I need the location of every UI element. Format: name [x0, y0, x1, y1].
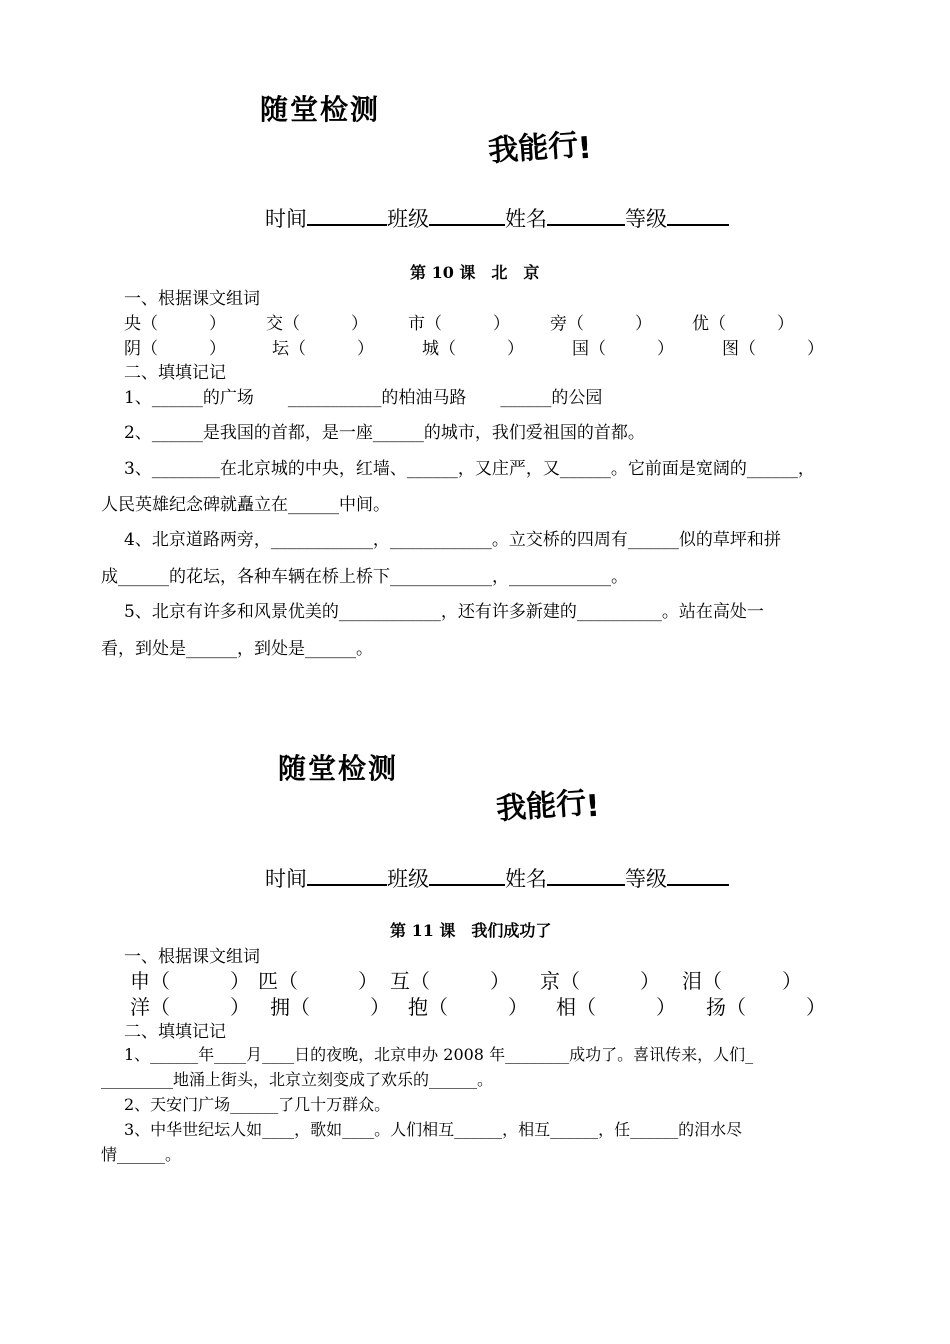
fill-line: 3、________在北京城的中央，红墙、______，又庄严，又______。它前面是宽阔的______， [124, 459, 815, 479]
exclamation-mark: ! [577, 130, 594, 167]
part1-heading: 一、根据课文组词 [124, 947, 260, 967]
word-item: 互（ ） [390, 969, 510, 993]
brand-title: 随堂检测 [278, 752, 399, 785]
word-item: 洋（ ） [130, 995, 250, 1019]
lesson-title: 第 11 课 我们成功了 [390, 921, 552, 940]
word-item: 优（ ） [692, 314, 794, 334]
word-item: 交（ ） [266, 314, 368, 334]
brand-slogan: 我能行! [495, 785, 602, 828]
grade-blank[interactable] [667, 866, 729, 886]
part2-heading: 二、填填记记 [124, 1022, 226, 1042]
fill-line: 1、______年____月____日的夜晚，北京申办 2008 年________成功了。喜讯传来，人们_ [124, 1045, 754, 1064]
word-item: 央（ ） [124, 314, 226, 334]
fill-line: 5、北京有许多和风景优美的____________，还有许多新建的__________。站在高处一 [124, 602, 764, 622]
name-blank[interactable] [547, 206, 625, 226]
lesson-title: 第 10 课 北 京 [410, 263, 540, 282]
word-item: 图（ ） [722, 339, 824, 359]
fill-line: 看，到处是______，到处是______。 [101, 639, 373, 659]
fill-line: 1、______的广场 ___________的柏油马路 ______的公园 [124, 388, 603, 408]
word-item: 国（ ） [572, 339, 674, 359]
fill-line: _________地涌上街头，北京立刻变成了欢乐的______。 [101, 1070, 494, 1089]
word-item: 旁（ ） [550, 314, 652, 334]
info-line: 时间 班级 姓名 等级 [265, 203, 729, 233]
word-item: 京（ ） [540, 969, 660, 993]
word-item: 匹（ ） [258, 969, 378, 993]
word-item: 抱（ ） [408, 995, 528, 1019]
time-blank[interactable] [307, 206, 387, 226]
fill-line: 2、天安门广场______了几十万群众。 [124, 1095, 391, 1114]
class-blank[interactable] [429, 866, 505, 886]
word-item: 阴（ ） [124, 339, 226, 359]
grade-blank[interactable] [667, 206, 729, 226]
fill-line: 3、中华世纪坛人如____，歌如____。人们相互______，相互______，任______的泪水尽 [124, 1120, 743, 1139]
part1-heading: 一、根据课文组词 [124, 289, 260, 309]
word-item: 扬（ ） [706, 995, 826, 1019]
class-blank[interactable] [429, 206, 505, 226]
fill-line: 4、北京道路两旁，____________，____________。立交桥的四周有______似的草坪和拼 [124, 530, 781, 550]
word-item: 拥（ ） [270, 995, 390, 1019]
word-item: 坛（ ） [272, 339, 374, 359]
time-blank[interactable] [307, 866, 387, 886]
brand-slogan: 我能行! [487, 127, 594, 170]
word-item: 泪（ ） [682, 969, 802, 993]
fill-line: 成______的花坛，各种车辆在桥上桥下____________，____________。 [101, 567, 628, 587]
word-item: 申（ ） [130, 969, 250, 993]
word-item: 市（ ） [408, 314, 510, 334]
exclamation-mark: ! [585, 788, 602, 825]
brand-title: 随堂检测 [260, 93, 381, 126]
fill-line: 情______。 [101, 1145, 182, 1164]
name-blank[interactable] [547, 866, 625, 886]
fill-line: 2、______是我国的首都，是一座______的城市，我们爱祖国的首都。 [124, 423, 645, 443]
word-item: 城（ ） [422, 339, 524, 359]
word-item: 相（ ） [556, 995, 676, 1019]
info-line: 时间 班级 姓名 等级 [265, 863, 729, 893]
part2-heading: 二、填填记记 [124, 363, 226, 383]
fill-line: 人民英雄纪念碑就矗立在______中间。 [101, 495, 390, 515]
